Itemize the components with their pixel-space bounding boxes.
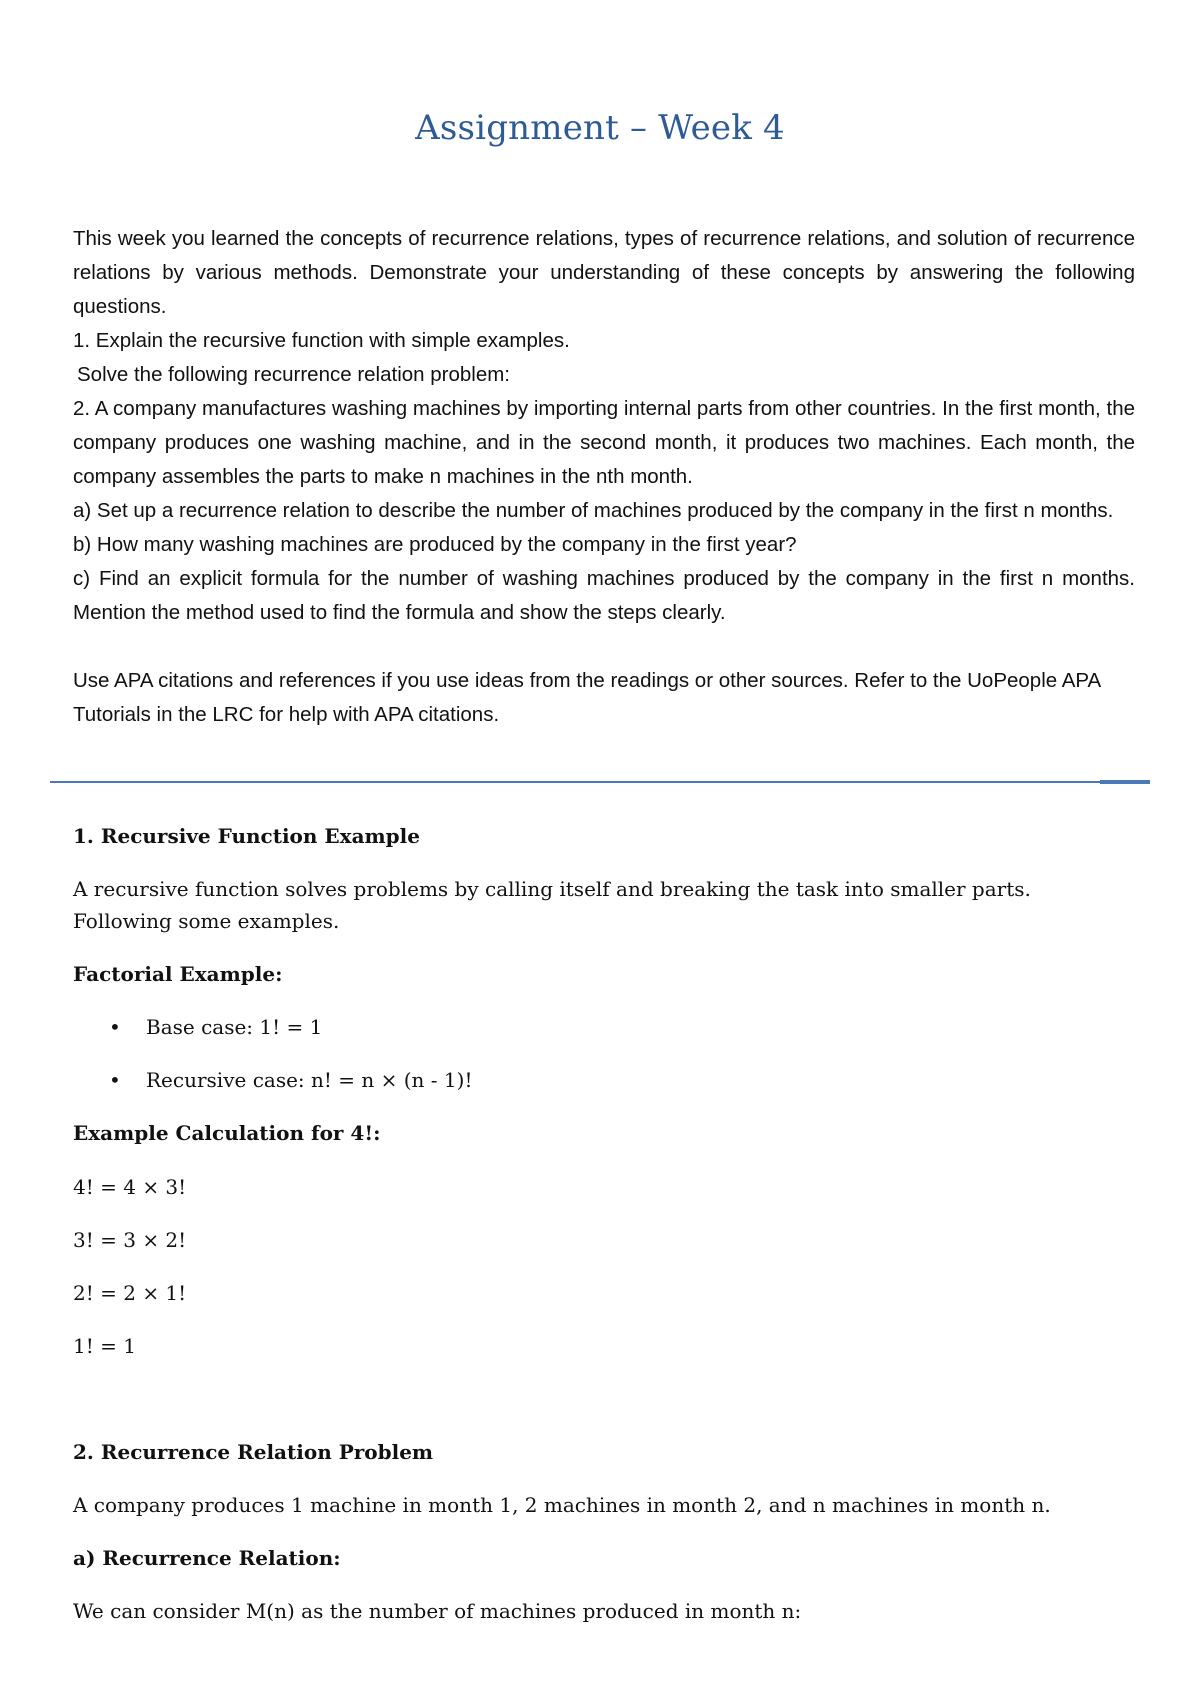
question-2a: a) Set up a recurrence relation to describe the number of machines produced by the company in the first n months. <box>73 499 1114 522</box>
section-1-heading: 1. Recursive Function Example <box>73 824 420 848</box>
recurrence-heading: a) Recurrence Relation: <box>73 1546 341 1570</box>
factorial-heading: Factorial Example: <box>73 962 283 986</box>
recurrence-text: We can consider M(n) as the number of machines produced in month n: <box>73 1599 802 1623</box>
assignment-instructions <box>73 222 1135 732</box>
section-2-text: A company produces 1 machine in month 1, 2 machines in month 2, and n machines in month n. <box>73 1493 1051 1517</box>
bullet-text: Base case: 1! = 1 <box>146 1015 323 1039</box>
section-2-heading: 2. Recurrence Relation Problem <box>73 1440 434 1464</box>
page-title: Assignment – Week 4 <box>415 108 785 148</box>
apa-note: Use APA citations and references if you use ideas from the readings or other sources. Refer to the UoPeople APA Tutorials in the LRC for help with APA citations. <box>73 669 1101 726</box>
bullet-icon: • <box>109 1068 121 1092</box>
question-2b: b) How many washing machines are produced by the company in the first year? <box>73 533 797 556</box>
divider-end-accent <box>1100 780 1150 784</box>
instructions-intro: This week you learned the concepts of recurrence relations, types of recurrence relations, and solution of recurrence relations by various methods. Demonstrate your understanding of these concepts by answering the following questions. <box>73 227 1135 318</box>
section-1-text-line-2: Following some examples. <box>73 909 340 933</box>
bullet-icon: • <box>109 1015 121 1039</box>
horizontal-divider <box>50 781 1150 783</box>
question-2: 2. A company manufactures washing machines by importing internal parts from other countries. In the first month, the company produces one washing machine, and in the second month, it produces two machines. Each month, the company assembles the parts to make n machines in the nth month. <box>73 397 1135 488</box>
calc-line: 3! = 3 × 2! <box>73 1228 187 1252</box>
section-1-text-line-1: A recursive function solves problems by calling itself and breaking the task into smaller parts. <box>73 877 1031 901</box>
calc-line: 1! = 1 <box>73 1334 136 1358</box>
solve-line: Solve the following recurrence relation problem: <box>77 363 511 386</box>
question-2c: c) Find an explicit formula for the number of washing machines produced by the company in the first n months. Mention the method used to find the formula and show the steps clearly. <box>73 567 1135 624</box>
spacer <box>73 630 1135 664</box>
bullet-text: Recursive case: n! = n × (n - 1)! <box>146 1068 473 1092</box>
question-1: 1. Explain the recursive function with simple examples. <box>73 329 570 352</box>
calc-heading: Example Calculation for 4!: <box>73 1121 381 1145</box>
calc-line: 4! = 4 × 3! <box>73 1175 187 1199</box>
calc-line: 2! = 2 × 1! <box>73 1281 187 1305</box>
